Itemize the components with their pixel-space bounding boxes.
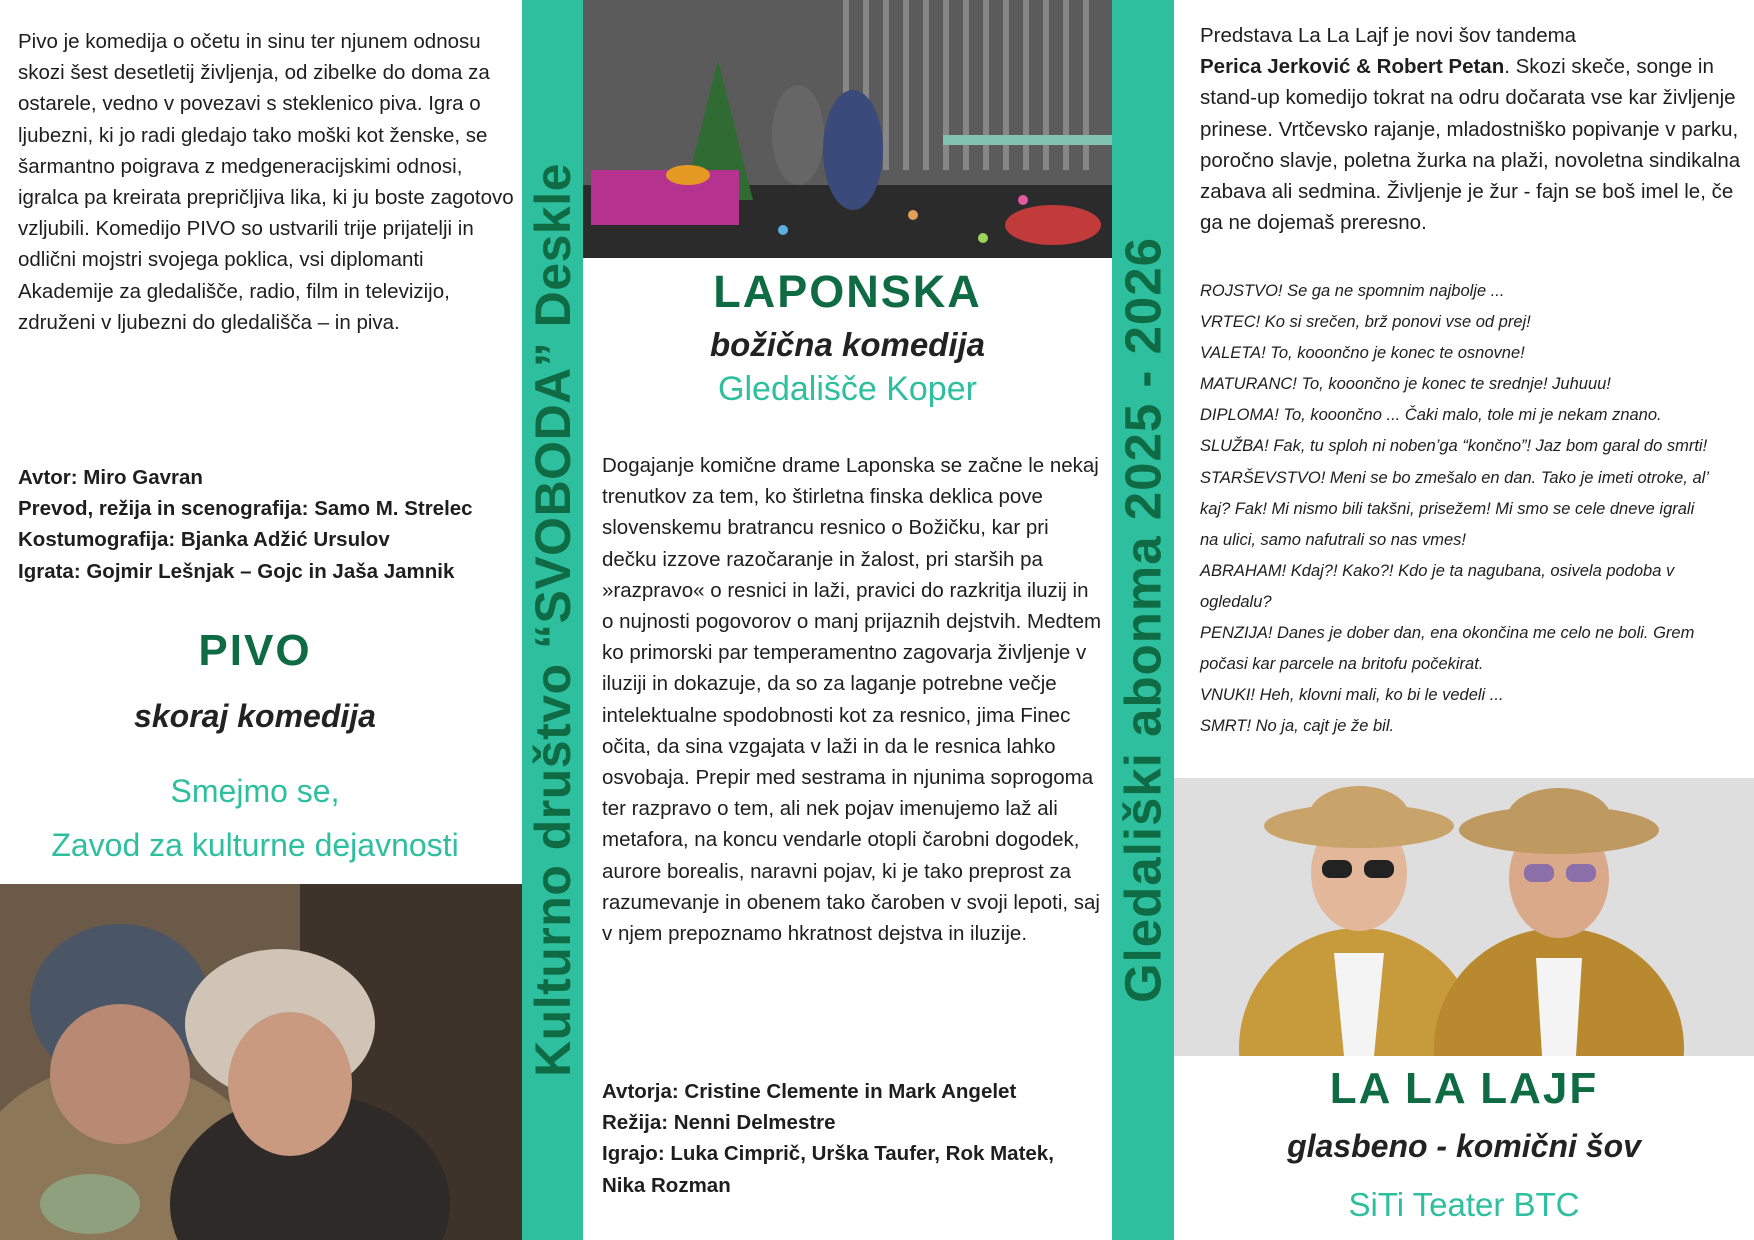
lalajf-photo <box>1174 778 1754 1056</box>
lalajf-quote: SLUŽBA! Fak, tu sploh ni noben’ga “končno”! Jaz bom garal do smrti! <box>1200 437 1708 456</box>
lalajf-quote: MATURANC! To, kooončno je konec te srednje! Juhuuu! <box>1200 375 1611 394</box>
laponska-description: Dogajanje komične drame Laponska se začne le nekaj trenutkov za tem, ko štirletna finska deklica pove slovenskemu bratrancu resnico o Božičku, kar pri dečku izzove razočaranje in žalost, pri starših pa »razpravo« o resnici in laži, pravici do razkritja iluzij in o nujnosti pogovorov o manj prijaznih dejstvih. Medtem ko primorski par temperamentno zagovarja življenje v iluziji in dokazuje, da so za laganje potrebne večje intelektualne spodobnosti kot za resnico, jima Finec očita, da sina vzgajata v laži in da le resnica lahko osvobaja. Prepir med sestrama in njunima soprogoma ter razpravo o tem, ali nek pojav imenujemo laž ali metafora, na koncu vendarle otopli čarobni dogodek, aurore borealis, naravni pojav, ki je tako preprost za razumevanje in obenem tako čaroben v svoji lepoti, saj v njem prepoznamo hkratnost dejstva in iluzije. <box>602 454 1102 946</box>
lalajf-quote: STARŠEVSTVO! Meni se bo zmešalo en dan. Tako je imeti otroke, al’ <box>1200 468 1709 487</box>
lalajf-quote: VNUKI! Heh, klovni mali, ko bi le vedeli ... <box>1200 686 1504 705</box>
lalajf-quote: kaj? Fak! Mi nismo bili takšni, prisežem! Mi smo se cele dneve igrali <box>1200 499 1695 518</box>
pivo-credit-cast: Igrata: Gojmir Lešnjak – Gojc in Jaša Jamnik <box>18 559 455 583</box>
lalajf-quotes <box>1200 276 1752 742</box>
lalajf-quote: počasi kar parcele na britofu počekirat. <box>1200 655 1484 674</box>
band-society <box>522 0 583 1240</box>
pivo-photo <box>0 884 522 1240</box>
laponska-credit-authors: Avtorja: Cristine Clemente in Mark Angelet <box>602 1080 1017 1103</box>
lalajf-desc-names: Perica Jerković & Robert Petan <box>1200 55 1505 79</box>
pivo-venue-line1: Smejmo se, <box>170 773 340 809</box>
laponska-title: LAPONSKA <box>713 266 982 317</box>
lalajf-quote: VALETA! To, kooončno je konec te osnovne! <box>1200 344 1525 363</box>
lalajf-description <box>1200 20 1752 238</box>
lalajf-subtitle: glasbeno - komični šov <box>1287 1128 1641 1164</box>
laponska-credit-cast: Igrajo: Luka Cimprič, Urška Taufer, Rok Matek, Nika Rozman <box>602 1142 1054 1197</box>
pivo-venue-line2: Zavod za kulturne dejavnosti <box>51 827 459 863</box>
laponska-credit-director: Režija: Nenni Delmestre <box>602 1111 836 1135</box>
pivo-description: Pivo je komedija o očetu in sinu ter njunem odnosu skozi šest desetletij življenja, od zibelke do doma za ostarele, vedno v povezavi s steklenico piva. Igra o ljubezni, ki jo radi gledajo tako moški kot ženske, se šarmantno poigrava z medgeneracijskimi odnosi, igralca pa kreirata prepričljiva lika, ki ju boste zagotovo vzljubili. Komedijo PIVO so ustvarili trije prijatelji in odlični mojstri svojega poklica, vsi diplomanti Akademije za gledališče, radio, film in televizijo, združeni v ljubezni do gledališča – in piva. <box>18 30 514 334</box>
lalajf-quote: ABRAHAM! Kdaj?! Kako?! Kdo je ta nagubana, osivela podoba v <box>1200 561 1675 580</box>
laponska-photo <box>583 0 1112 258</box>
lalajf-quote: DIPLOMA! To, kooončno ... Čaki malo, tole mi je nekam znano. <box>1200 406 1662 425</box>
lalajf-quote: VRTEC! Ko si srečen, brž ponovi vse od prej! <box>1200 313 1531 332</box>
lalajf-venue: SiTi Teater BTC <box>1348 1186 1580 1223</box>
lalajf-desc-rest: . Skozi skeče, songe in stand-up komedijo tokrat na odru dočarata vse kar življenje prinese. Vrtčevsko rajanje, mladostniško popivanje v parku, poročno slavje, poletna žurka na plaži, novoletna sindikalna zabava ali sedmina. Življenje je žur - fajn se boš imel le, če ga ne dojemaš preresno. <box>1200 55 1741 235</box>
lalajf-desc-intro: Predstava La La Lajf je novi šov tandema <box>1200 24 1577 47</box>
pivo-subtitle: skoraj komedija <box>134 698 376 734</box>
band-society-text: Kulturno društvo “SVOBODA” Deskle <box>524 163 581 1077</box>
pivo-credit-costumes: Kostumografija: Bjanka Adžić Ursulov <box>18 528 390 552</box>
lalajf-quote: na ulici, samo nafutrali so nas vmes! <box>1200 530 1466 549</box>
lalajf-quote: ogledalu? <box>1200 592 1272 611</box>
lalajf-quote: ROJSTVO! Se ga ne spomnim najbolje ... <box>1200 282 1505 300</box>
lalajf-quote: PENZIJA! Danes je dober dan, ena okončina me celo ne boli. Grem <box>1200 624 1695 643</box>
pivo-title: PIVO <box>198 626 312 675</box>
laponska-credits <box>602 1076 1102 1201</box>
band-subscription <box>1112 0 1174 1240</box>
laponska-subtitle: božična komedija <box>709 326 986 363</box>
pivo-credits <box>18 462 518 587</box>
pivo-venue <box>0 764 510 872</box>
lalajf-quote: SMRT! No ja, cajt je že bil. <box>1200 717 1395 736</box>
band-subscription-text: Gledališki abonma 2025 - 2026 <box>1114 236 1172 1004</box>
lalajf-title: LA LA LAJF <box>1329 1064 1599 1113</box>
laponska-venue: Gledališče Koper <box>718 370 977 408</box>
pivo-credit-translation: Prevod, režija in scenografija: Samo M. Strelec <box>18 497 473 521</box>
pivo-credit-author: Avtor: Miro Gavran <box>18 466 203 489</box>
